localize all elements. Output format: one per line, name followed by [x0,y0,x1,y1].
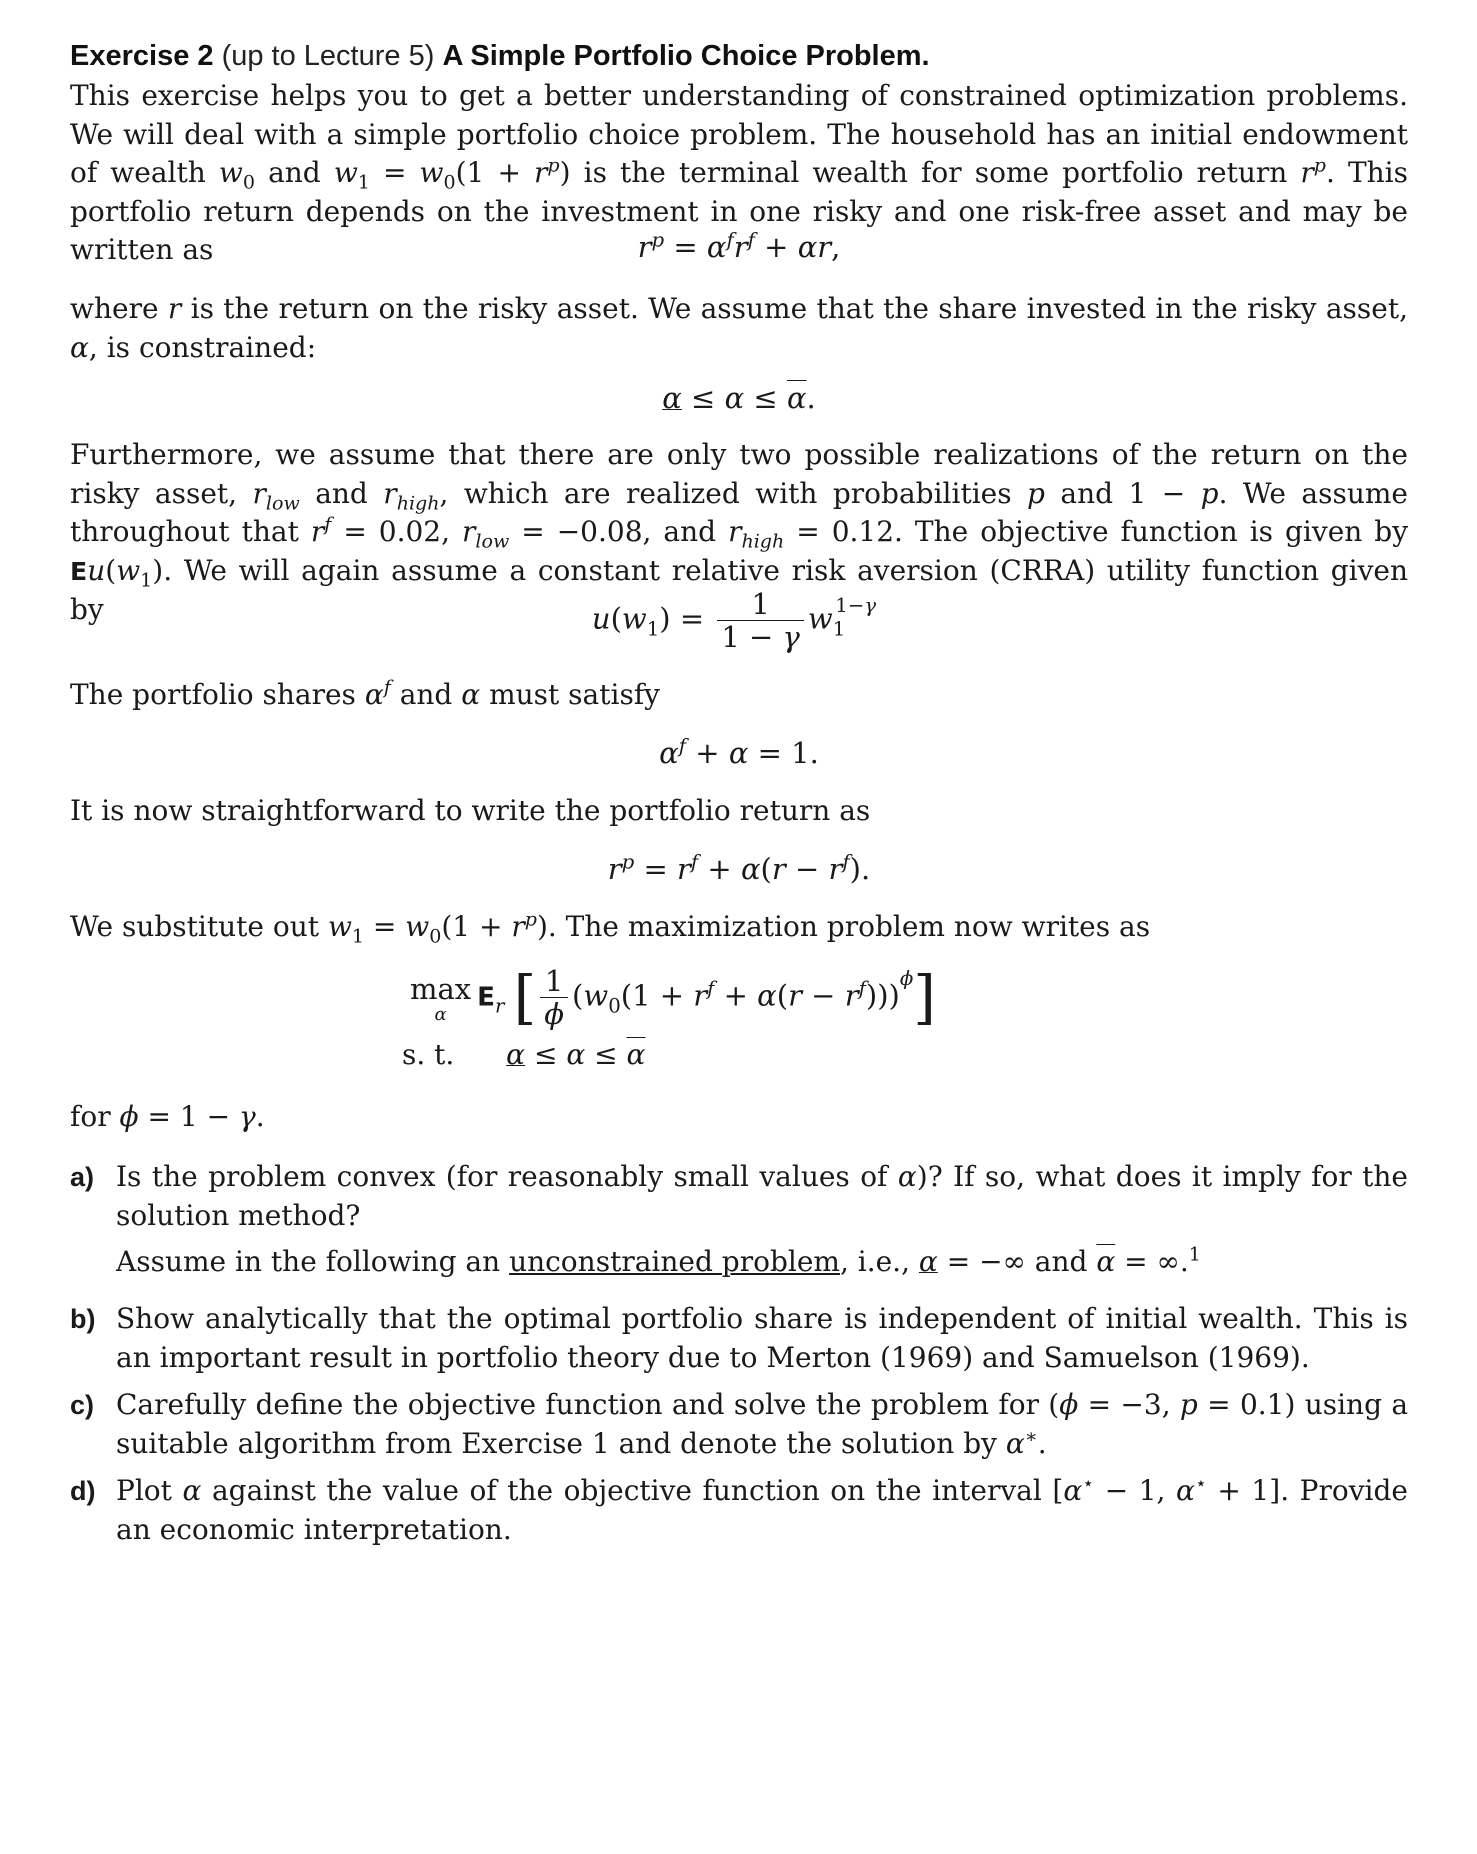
equation-utility: $u(w_1)$ = $\frac{1}{1 - \gamma}$ $w_1^{1-\gamma}$ [591,587,877,654]
equation-budget: $\alpha^f + \alpha = 1$. [659,734,819,770]
maximization-objective: max α $E_r$ [ $\frac{1}{\phi}$ $(w_0(1 + r^f + \alpha(r - r^f)))^\phi$] [410,963,936,1032]
question-b: b) Show analytically that the optimal portfolio share is independent of initial wealth. This is an important result in portfolio theory due to Merton (1969) and Samuelson (1969). [70,1302,1408,1374]
exercise-title [70,36,930,76]
question-b-label: b) [70,1304,96,1334]
substitute-paragraph: We substitute out $w_1 = w_0(1 + r^p)$. The maximization problem now writes as [70,908,1151,948]
question-d: d) Plot α against the value of the objective function on the interval [α⋆ − 1, α⋆ + 1]. Provide an economic interpretation. [70,1472,1408,1546]
lecture-reference: (up to Lecture 5) [221,40,435,72]
footnote-marker: 1 [1188,1243,1201,1266]
exercise-name: A Simple Portfolio Choice Problem. [442,40,930,72]
equation-constraint: $\alpha \le \alpha \le \overline{\alpha}$. [662,381,816,415]
maximization-constraint: s. t. $\alpha \le \alpha \le \overline{\alpha}$ [402,1038,646,1071]
intro-paragraph: This exercise helps you to get a better understanding of constrained optimization problems. We will deal with a simple portfolio choice problem. The household has an initial endowment of wealth $w_0$ and $w_1 = w_0(1 + r^p)$ is the terminal wealth for some portfolio return $r^p$. This portfolio return depends on the investment in one risky and one risk-free asset and may be written as [70,79,1409,266]
question-a-label: a) [70,1162,95,1192]
equation-portfolio-return: $r^p = \alpha^fr^f + \alpha r$, [637,228,841,264]
unconstrained-problem-link: unconstrained problem [509,1245,840,1278]
rewrite-paragraph: It is now straightforward to write the portfolio return as [70,794,871,827]
equation-return-rewritten: $r^p = r^f + \alpha(r - r^f)$. [607,850,871,886]
question-a: a) Is the problem convex (for reasonably small values of α)? If so, what does it imply for the solution method? [70,1160,1408,1232]
question-c-label: c) [70,1390,95,1420]
question-d-label: d) [70,1476,96,1506]
question-c: c) Carefully define the objective function and solve the problem for (ϕ = −3, p = 0.1) using a suitable algorithm from Exercise 1 and denote the solution by α∗. [70,1388,1409,1460]
where-paragraph: where r is the return on the risky asset. We assume that the share invested in the risky asset, α, is constrained: [70,292,1408,364]
assume-unconstrained: Assume in the following an unconstrained problem, i.e., α = −∞ and $\overline{\alpha} = \infty.^1$ [116,1243,1201,1278]
exercise-number: Exercise 2 [70,40,214,72]
furthermore-paragraph: Furthermore, we assume that there are only two possible realizations of the return on the risky asset, $r_{low}$ and $r_{high}$, which are realized with probabilities p and 1 − p. We assume throughout that $r^f = 0.02$, $r_{low} = -0.08$, and $r_{high} = 0.12$. The objective function is given by $Eu(w_1)$. We will again assume a constant relative risk aversion (CRRA) utility function given by [70,438,1409,626]
shares-paragraph: The portfolio shares $\alpha^f$ and α must satisfy [70,676,661,711]
for-phi-line: for ϕ = 1 − γ. [70,1100,265,1133]
